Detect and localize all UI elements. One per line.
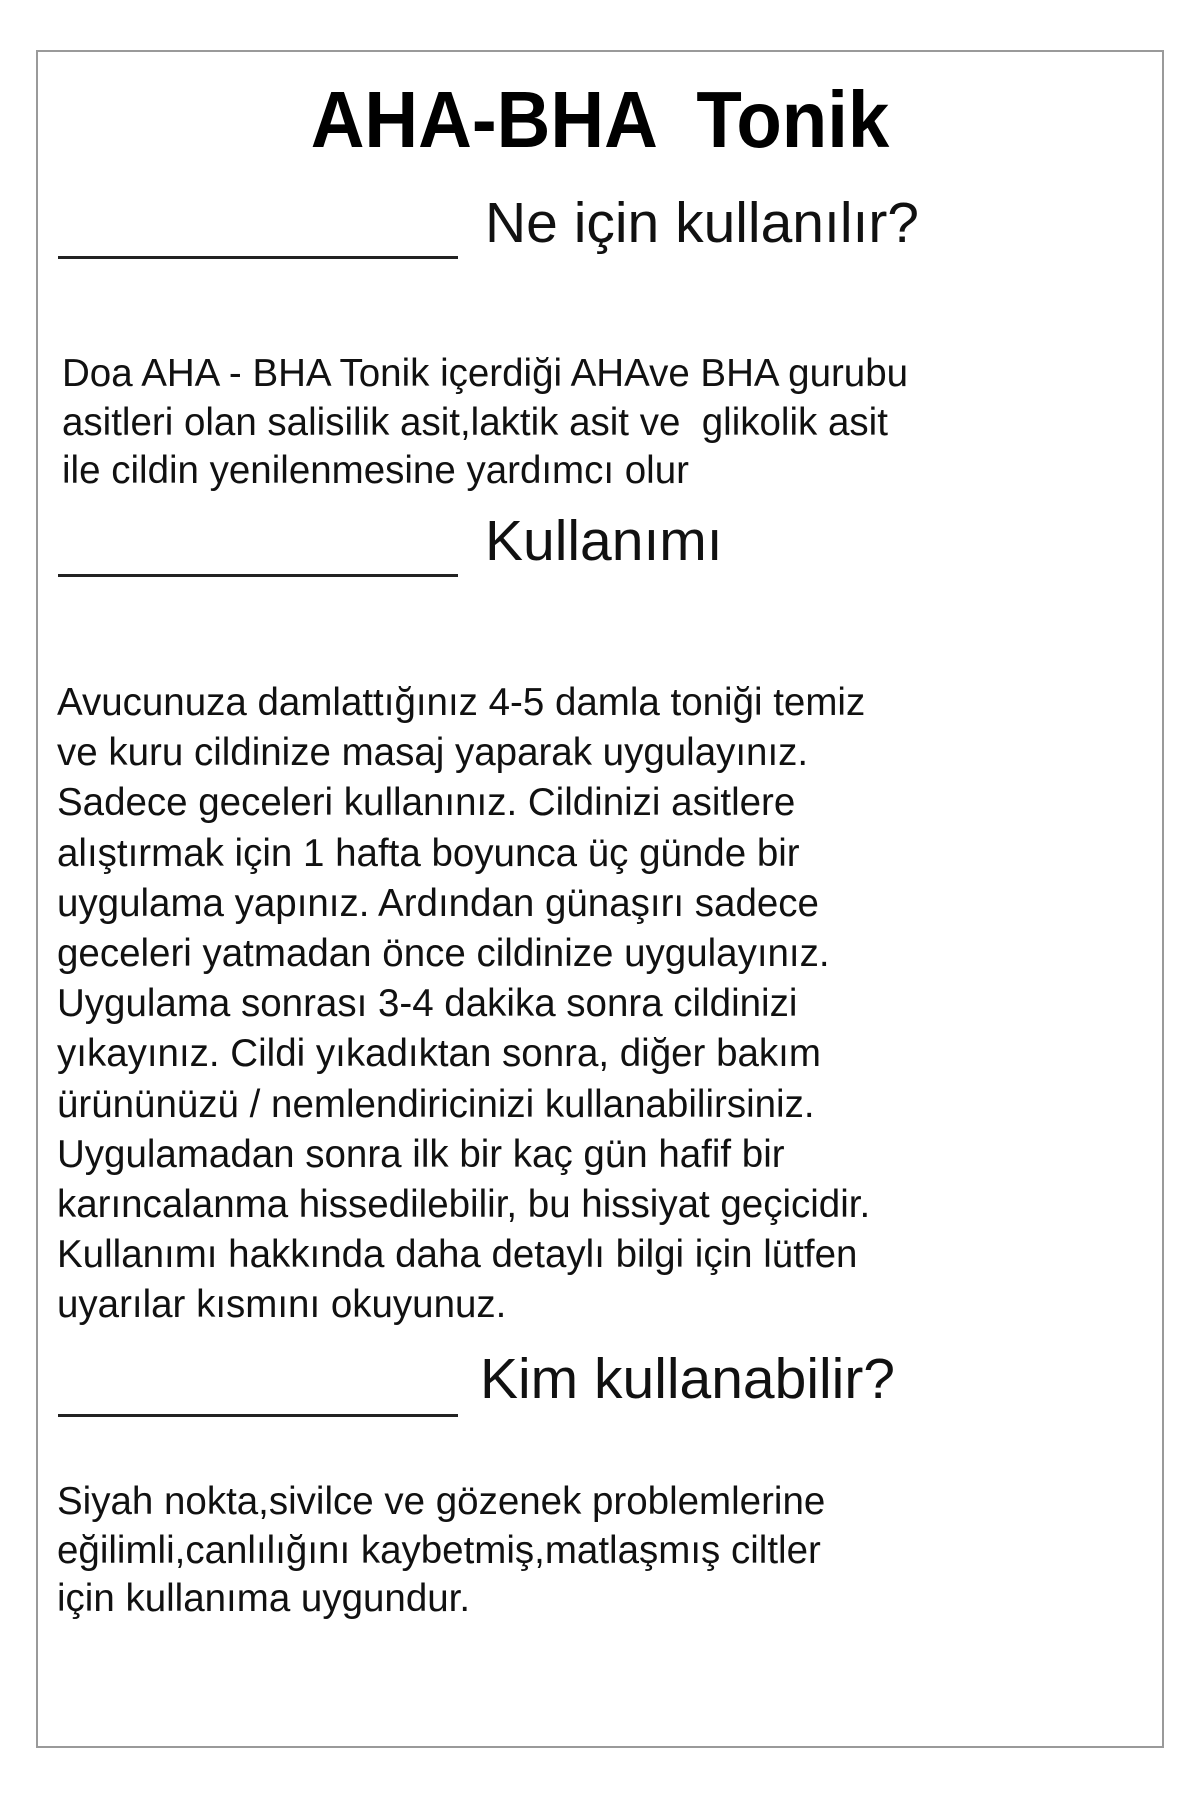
paragraph-line: alıştırmak için 1 hafta boyunca üç günde bir — [57, 831, 800, 875]
paragraph-line: karıncalanma hissedilebilir, bu hissiyat geçicidir. — [57, 1183, 871, 1227]
paragraph-line: ürününüzü / nemlendiricinizi kullanabilirsiniz. — [57, 1082, 815, 1126]
heading-rule — [58, 256, 458, 259]
paragraph-line: Doa AHA - BHA Tonik içerdiği AHAve BHA gurubu — [62, 352, 909, 395]
paragraph-line: Uygulama sonrası 3-4 dakika sonra cildinizi — [57, 982, 798, 1026]
paragraph-line: Kullanımı hakkında daha detaylı bilgi için lütfen — [57, 1233, 858, 1277]
heading-label: Ne için kullanılır? — [485, 191, 920, 255]
paragraph-line: ve kuru cildinize masaj yaparak uygulayınız. — [57, 731, 809, 775]
paragraph-line: Avucunuza damlattığınız 4-5 damla toniği temiz — [57, 681, 866, 724]
paragraph-line: Sadece geceleri kullanınız. Cildinizi asitlere — [57, 781, 796, 825]
heading-label: Kullanımı — [485, 509, 723, 573]
heading-label: Kim kullanabilir? — [480, 1347, 896, 1411]
section-paragraph-purpose — [62, 350, 908, 496]
heading-rule — [58, 574, 458, 577]
paragraph-line: Uygulamadan sonra ilk bir kaç gün hafif bir — [57, 1132, 785, 1176]
paragraph-line: asitleri olan salisilik asit,laktik asit ve glikolik asit — [62, 400, 888, 444]
paragraph-line: için kullanıma uygundur. — [57, 1577, 471, 1620]
paragraph-line: uygulama yapınız. Ardından günaşırı sadece — [57, 881, 819, 925]
paragraph-line: yıkayınız. Cildi yıkadıktan sonra, diğer bakım — [57, 1032, 821, 1076]
section-paragraph-who-can-use — [57, 1478, 825, 1624]
paragraph-line: ile cildin yenilenmesine yardımcı olur — [62, 449, 689, 492]
section-paragraph-usage — [57, 678, 870, 1331]
paragraph-line: geceleri yatmadan önce cildinize uygulayınız. — [57, 932, 830, 976]
heading-rule — [58, 1414, 458, 1417]
paragraph-line: uyarılar kısmını okuyunuz. — [57, 1283, 507, 1327]
document-title: AHA-BHA Tonik — [310, 75, 890, 164]
paragraph-line: Siyah nokta,sivilce ve gözenek problemlerine — [57, 1480, 826, 1523]
paragraph-line: eğilimli,canlılığını kaybetmiş,matlaşmış ciltler — [57, 1528, 821, 1572]
